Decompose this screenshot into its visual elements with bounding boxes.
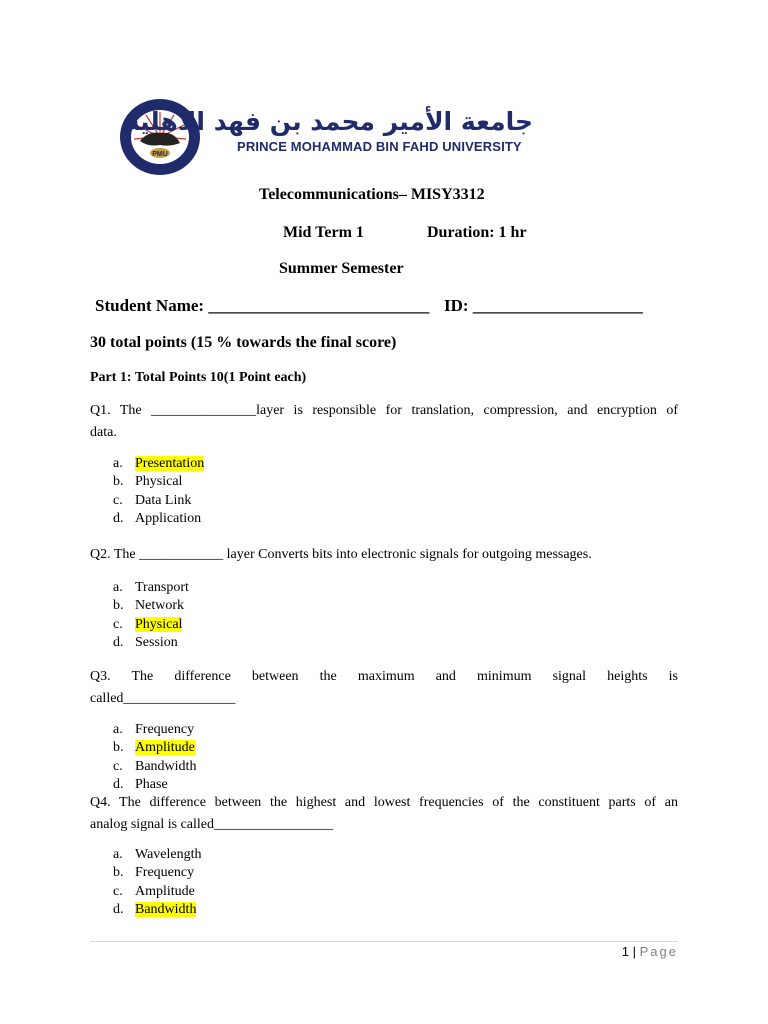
page-number: 1 [621,944,629,959]
question-3-options [113,721,196,794]
question-1-options [113,455,204,528]
question-2-options [113,579,189,652]
option[interactable]: c. Bandwidth [113,758,197,774]
question-text-cont: data. [90,425,117,440]
page-footer [622,944,678,959]
option[interactable]: c. Amplitude [113,883,195,899]
option[interactable]: b. Frequency [113,865,195,881]
university-name-arabic: جامعة الأمير محمد بن فهد الأهلية [124,107,533,136]
option[interactable]: a. Frequency [113,722,195,737]
question-text-cont: called________________ [90,691,236,706]
option[interactable]: d. Application [113,510,202,526]
option[interactable]: b. Network [113,598,184,614]
question-text: Q2. The ____________ layer Converts bits into electronic signals for outgoing messages. [90,547,592,562]
correct-answer-highlight: Presentation [135,456,205,471]
option[interactable]: d. Phase [113,776,168,792]
option[interactable]: b. Amplitude [113,740,195,756]
university-name-english: PRINCE MOHAMMAD BIN FAHD UNIVERSITY [237,139,522,154]
question-text: Q4. The difference between the highest and lowest frequencies of the constituent parts of an [90,795,678,810]
option[interactable]: d. Bandwidth [113,901,197,917]
question-4-options [113,846,202,919]
correct-answer-highlight: Physical [135,616,183,632]
option[interactable]: a. Presentation [113,456,205,471]
question-3 [90,666,678,710]
option[interactable]: a. Wavelength [113,847,202,862]
footer-divider [90,941,678,942]
student-name-field[interactable]: Student Name: __________________________ [95,296,430,315]
question-2 [90,544,678,566]
correct-answer-highlight: Bandwidth [135,901,197,917]
total-points: 30 total points (15 % towards the final score) [90,334,397,351]
correct-answer-highlight: Amplitude [135,740,195,756]
course-title: Telecommunications– MISY3312 [259,186,485,203]
question-4 [90,792,678,836]
question-1 [90,400,678,444]
exam-duration: Duration: 1 hr [427,224,527,241]
option[interactable]: c. Data Link [113,492,192,508]
option[interactable]: a. Transport [113,580,189,595]
question-text: Q1. The _______________layer is responsible for translation, compression, and encryption of [90,403,678,418]
exam-term: Mid Term 1 [283,224,364,241]
question-text-cont: analog signal is called_________________ [90,817,334,832]
option[interactable]: d. Session [113,634,178,650]
exam-semester: Summer Semester [279,260,404,277]
page-label: Page [639,944,678,959]
part-heading: Part 1: Total Points 10(1 Point each) [90,370,307,385]
footer-separator: | [632,944,636,959]
question-text: Q3. The difference between the maximum and minimum signal heights is [90,669,678,684]
student-id-field[interactable]: ID: ____________________ [444,296,643,315]
option[interactable]: b. Physical [113,474,183,490]
option[interactable]: c. Physical [113,616,183,632]
seal-text: PMU [152,151,168,158]
